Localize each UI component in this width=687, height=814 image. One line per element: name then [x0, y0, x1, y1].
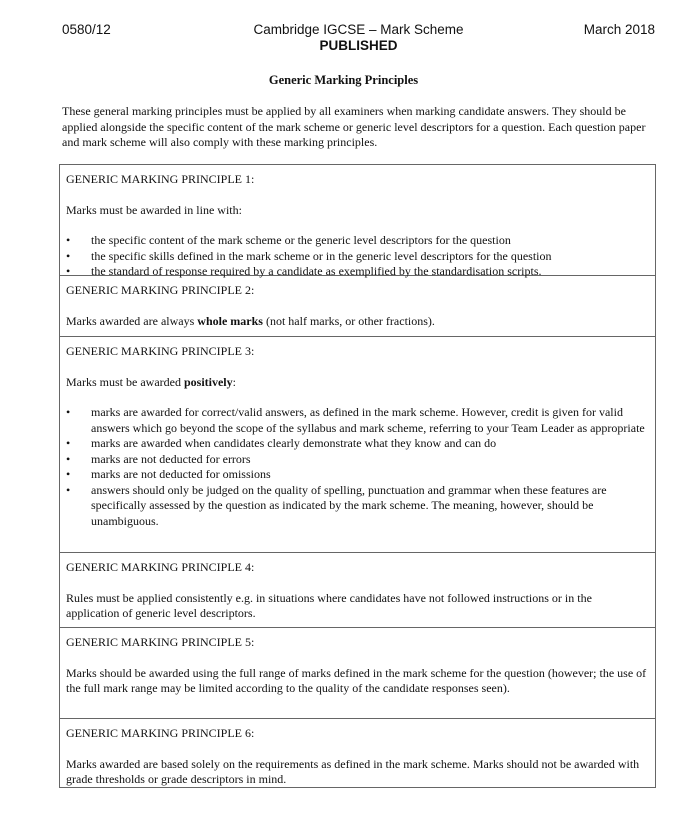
bullet-item: • the standard of response required by a candidate as exemplified by the standardisation scripts. — [66, 264, 647, 280]
bullet-item: • the specific skills defined in the mark scheme or in the generic level descriptors for the question — [66, 249, 647, 265]
principle-1 — [60, 165, 655, 278]
principle-text: Marks awarded are based solely on the requirements as defined in the mark scheme. Marks should not be awarded with grade thresholds or grade descriptors in mind. — [66, 756, 640, 786]
principle-5 — [60, 627, 655, 718]
page-title: Generic Marking Principles — [268, 73, 419, 87]
bullet-item: • marks are not deducted for omissions — [66, 467, 647, 483]
principle-text — [66, 314, 647, 330]
principle-heading: GENERIC MARKING PRINCIPLE 1: — [66, 172, 255, 186]
bullet-item: • the specific content of the mark scheme or the generic level descriptors for the question — [66, 233, 647, 249]
header-date: March 2018 — [583, 22, 655, 37]
principle-text: Marks must be awarded in line with: — [66, 202, 242, 217]
text-part: : — [232, 374, 236, 389]
text-part: (not half marks, or other fractions). — [262, 313, 435, 328]
principle-text: Rules must be applied consistently e.g. in situations where candidates have not followed instructions or in the application of generic level descriptors. — [66, 590, 592, 620]
principle-2 — [60, 275, 655, 336]
principle-heading: GENERIC MARKING PRINCIPLE 2: — [66, 283, 255, 297]
principle-bullets — [66, 233, 647, 280]
principle-text: Marks should be awarded using the full range of marks defined in the mark scheme for the question (however; the use of the full mark range may be limited according to the quality of the candidate responses seen). — [66, 665, 647, 695]
bullet-item: • marks are awarded when candidates clearly demonstrate what they know and can do — [66, 436, 647, 452]
intro-paragraph: These general marking principles must be applied by all examiners when marking candidate answers. They should be applied alongside the specific content of the mark scheme or generic level descriptors for a question. Each question paper and mark scheme will also comply with these marking principles. — [62, 104, 646, 149]
bullet-item: • answers should only be judged on the quality of spelling, punctuation and grammar when these features are specifically assessed by the question as indicated by the mark scheme. The meaning, however, should be unambiguous. — [66, 483, 647, 530]
principle-heading: GENERIC MARKING PRINCIPLE 5: — [66, 635, 255, 649]
text-emphasis: positively — [183, 374, 233, 389]
text-part: Marks awarded are always — [66, 313, 198, 328]
text-part: Marks must be awarded — [66, 374, 184, 389]
page-header — [62, 22, 655, 56]
principle-text — [66, 375, 647, 391]
principle-heading: GENERIC MARKING PRINCIPLE 3: — [66, 344, 255, 358]
bullet-item: • marks are awarded for correct/valid answers, as defined in the mark scheme. However, credit is given for valid answers which go beyond the scope of the syllabus and mark scheme, referring to your Team Leader as appropriate — [66, 405, 647, 436]
principle-heading: GENERIC MARKING PRINCIPLE 4: — [66, 560, 255, 574]
paper-code: 0580/12 — [62, 22, 111, 37]
principle-4 — [60, 552, 655, 627]
text-emphasis: whole marks — [197, 313, 263, 328]
bullet-item: • marks are not deducted for errors — [66, 452, 647, 468]
principle-3 — [60, 336, 655, 552]
principle-6 — [60, 718, 655, 787]
header-title: Cambridge IGCSE – Mark Scheme — [253, 22, 464, 37]
principle-bullets — [66, 405, 647, 529]
principles-table — [59, 164, 656, 788]
principle-heading: GENERIC MARKING PRINCIPLE 6: — [66, 726, 255, 740]
header-status: PUBLISHED — [319, 38, 398, 53]
header-center — [62, 22, 655, 54]
